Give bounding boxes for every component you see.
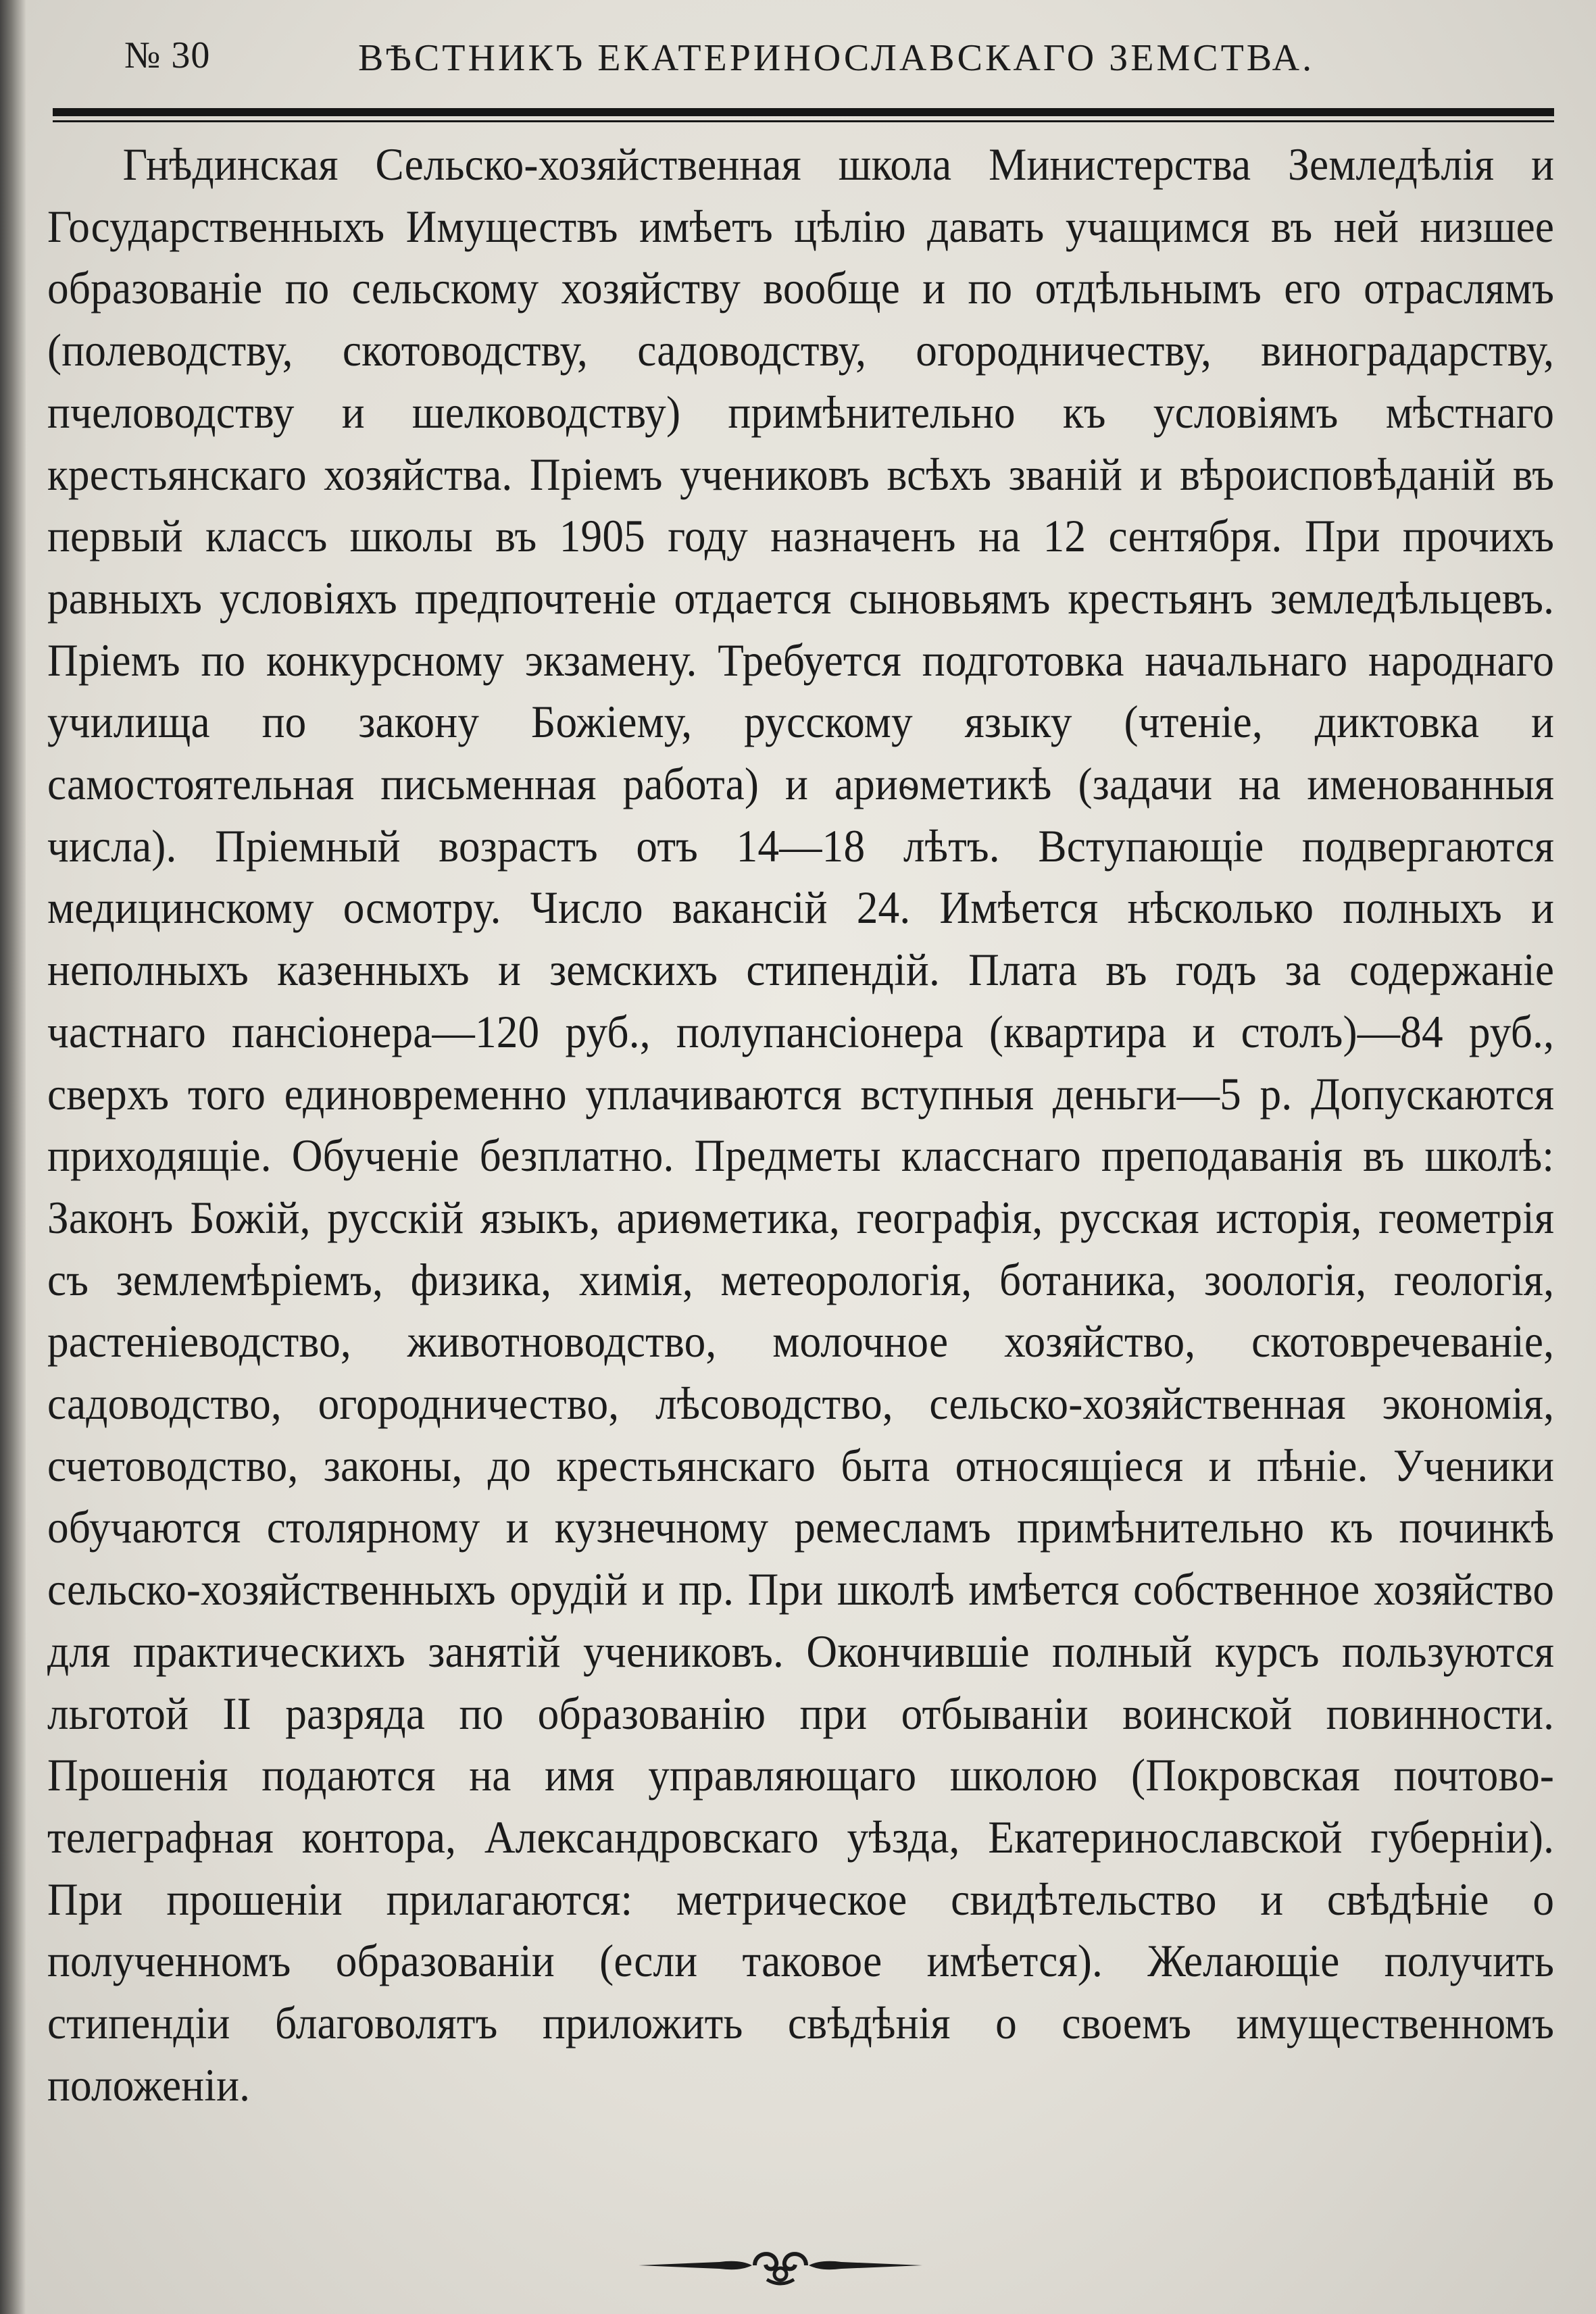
header-rule-thick (53, 108, 1554, 116)
journal-title: ВѢСТНИКЪ ЕКАТЕРИНОСЛАВСКАГО ЗЕМСТВА. (358, 37, 1315, 79)
page-header (115, 27, 1365, 101)
header-rule-thin (53, 120, 1554, 122)
issue-number: № 30 (124, 34, 211, 76)
article-text: Гнѣдинская Сельско-хозяйственная школа Министерства Земледѣлія и Государственныхъ Имуществъ имѣетъ цѣлію давать учащимся въ ней низшее образованіе по сельскому хозяйству вообще и по отдѣльнымъ его отраслямъ (полеводству, скотоводству, садоводству, огородничеству, виноградарству, пчеловодству и шелководству) примѣнительно къ условіямъ мѣстнаго крестьянскаго хозяйства. Пріемъ учениковъ всѣхъ званій и вѣроисповѣданій въ первый классъ школы въ 1905 году назначенъ на 12 сентября. При прочихъ равныхъ условіяхъ предпочтеніе отдается сыновьямъ крестьянъ земледѣльцевъ. Пріемъ по конкурсному экзамену. Требуется подготовка начальнаго народнаго училища по закону Божіему, русскому языку (чтеніе, диктовка и самостоятельная письменная работа) и ариѳметикѣ (задачи на именованныя числа). Пріемный возрастъ отъ 14—18 лѣтъ. Вступающіе подвергаются медицинскому осмотру. Число вакансій 24. Имѣется нѣсколько полныхъ и неполныхъ казенныхъ и земскихъ стипендій. Плата въ годъ за содержаніе частнаго пансіонера—120 руб., полупансіонера (квартира и столъ)—84 руб., сверхъ того единовременно уплачиваются вступныя деньги—5 р. Допускаются приходящіе. Обученіе безплатно. Предметы класснаго преподаванія въ школѣ: Законъ Божій, русскій языкъ, ариѳметика, географія, русская исторія, геометрія съ землемѣріемъ, физика, химія, метеорологія, ботаника, зоологія, геологія, растеніеводство, животноводство, молочное хозяйство, скотовречеваніе, садоводство, огородничество, лѣсоводство, сельско-хозяйственная экономія, счетоводство, законы, до крестьянскаго быта относящіеся и пѣніе. Ученики обучаются столярному и кузнечному ремесламъ примѣнительно къ починкѣ сельско-хозяйственныхъ орудій и пр. При школѣ имѣется собственное хозяйство для практическихъ занятій учениковъ. Окончившіе полный курсъ пользуются льготой II разряда по образованію при отбываніи воинской повинности. Прошенія подаются на имя управляющаго школою (Покровская почтово-телеграфная контора, Александровскаго уѣзда, Екатеринославской губерніи). При прошеніи прилагаются: метрическое свидѣтельство и свѣдѣніе о полученномъ образованіи (если таковое имѣется). Желающіе получить стипендіи благоволятъ приложить свѣдѣнія о своемъ имущественномъ положеніи. (47, 139, 1555, 2111)
ornament-divider (639, 2242, 922, 2289)
page-binding-edge (0, 0, 26, 2314)
